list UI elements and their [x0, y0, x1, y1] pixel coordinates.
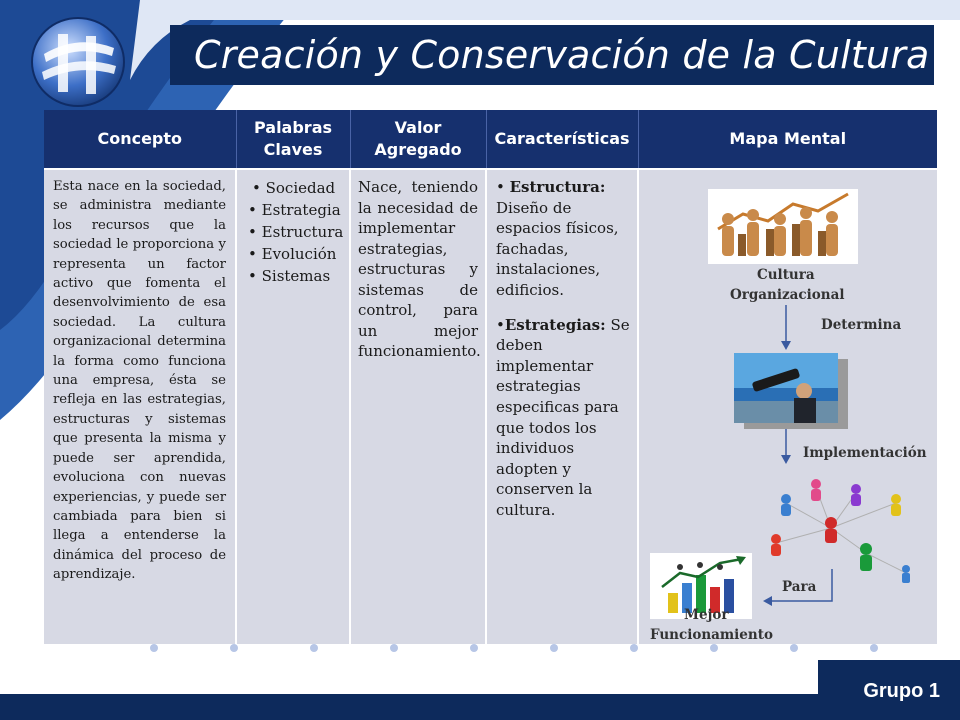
header-palabras-claves: Palabras Claves — [236, 110, 350, 169]
estructura-label: Estructura: — [509, 178, 606, 196]
header-concepto: Concepto — [44, 110, 236, 169]
cell-valor-agregado — [350, 169, 486, 644]
list-item: • Evolución — [248, 245, 337, 263]
header-mapa-mental: Mapa Mental — [638, 110, 937, 169]
node-mejor-line2: Funcionamiento — [650, 627, 773, 643]
decorative-dot — [150, 644, 158, 652]
concepto-text: Esta nace en la sociedad, se administra mediante los recursos que la sociedad le proporciona y representa un factor activo que fomenta el desenvolvimiento de esa sociedad. La cultura organizacional determina la forma como funciona una empresa, ésta se refleja en las estrategias, estructuras y sistemas que presenta la misma y puede ser aprendida, evoluciona con nuevas experiencias, y puede ser cambiada para bien si llega a entenderse la dinámica del proceso de aprendizaje. — [53, 179, 226, 583]
node-cultura-line1: Cultura — [757, 267, 815, 283]
cell-palabras-claves — [236, 169, 350, 644]
edge-implementacion: Implementación — [803, 445, 927, 461]
footer-bar — [0, 694, 960, 720]
decorative-dots — [150, 644, 890, 656]
valor-agregado-text: Nace, teniendo la necesidad de implementar estrategias, estructuras y sistemas de control, para un mejor funcionamiento. — [358, 178, 481, 360]
slide-title: Creación y Conservación de la Cultura — [194, 33, 930, 77]
university-logo — [28, 14, 128, 110]
header-valor-agregado: Valor Agregado — [350, 110, 486, 169]
estrategias-label: Estrategias: — [504, 315, 606, 334]
keyword-label: Estrategia — [261, 201, 341, 219]
list-item: • Sistemas — [248, 267, 331, 285]
header-caracteristicas: Características — [486, 110, 638, 169]
estrategias-text: Se deben implementar estrategias especificas para que todos los individuos adopten y conserven la cultura. — [496, 315, 630, 519]
keyword-label: Sistemas — [261, 267, 331, 285]
table-row — [44, 169, 937, 644]
group-badge — [818, 660, 960, 720]
decorative-dot — [230, 644, 238, 652]
telescope-image — [732, 351, 850, 431]
node-mejor-line1: Mejor — [684, 607, 729, 623]
decorative-dot — [870, 644, 878, 652]
keyword-label: Evolución — [261, 245, 337, 263]
decorative-dot — [790, 644, 798, 652]
estructura-paragraph: • Estructura: Diseño de espacios físicos, fachadas, instalaciones, edificios. — [496, 178, 619, 299]
estrategias-paragraph: •Estrategias: Se deben implementar estrategias especificas para que todos los individuos adopten y conserven la cultura. — [496, 315, 630, 519]
edge-determina: Determina — [821, 317, 902, 333]
mind-map — [640, 171, 936, 643]
decorative-dot — [710, 644, 718, 652]
people-network-image — [756, 473, 926, 593]
group-label: Grupo 1 — [863, 680, 940, 702]
keyword-list — [238, 171, 348, 287]
cell-mapa-mental — [638, 169, 937, 644]
list-item: • Estructura — [248, 223, 344, 241]
cell-caracteristicas — [486, 169, 638, 644]
title-band — [170, 25, 934, 85]
edge-para: Para — [782, 579, 817, 595]
cell-concepto — [44, 169, 236, 644]
decorative-dot — [630, 644, 638, 652]
decorative-dot — [470, 644, 478, 652]
caracteristicas-block — [488, 171, 636, 521]
estructura-text: Diseño de espacios físicos, fachadas, instalaciones, edificios. — [496, 198, 619, 299]
table-header-row — [44, 110, 937, 169]
decorative-dot — [310, 644, 318, 652]
culture-table — [44, 110, 937, 644]
decorative-dot — [550, 644, 558, 652]
decorative-dot — [390, 644, 398, 652]
keyword-label: Estructura — [261, 223, 344, 241]
keyword-label: Sociedad — [265, 179, 336, 197]
list-item: • Estrategia — [248, 201, 341, 219]
list-item: • Sociedad — [252, 179, 336, 197]
node-cultura-line2: Organizacional — [730, 287, 845, 303]
